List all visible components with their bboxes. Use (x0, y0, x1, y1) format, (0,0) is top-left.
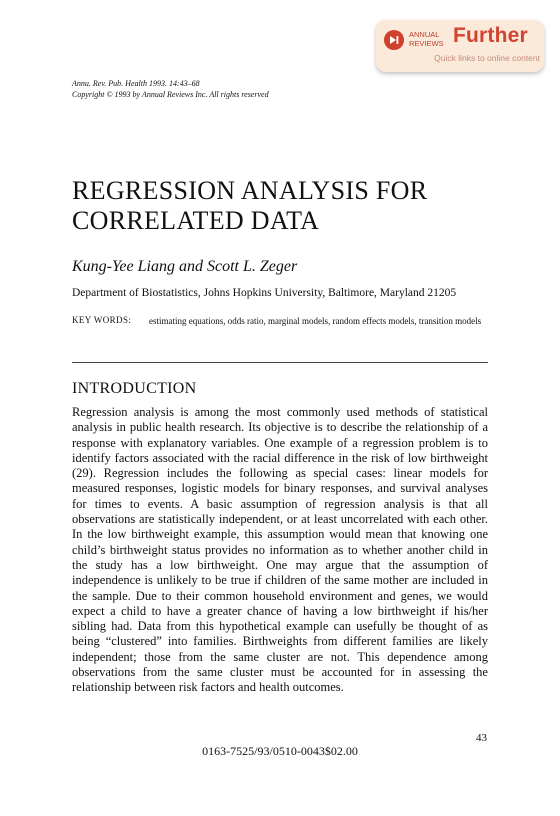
article-authors: Kung-Yee Liang and Scott L. Zeger (72, 258, 298, 275)
keywords-label: KEY WORDS: (72, 315, 132, 325)
article-title: REGRESSION ANALYSIS FOR CORRELATED DATA (72, 176, 428, 235)
quick-links-link[interactable]: Quick links to online content (434, 53, 540, 63)
section-divider (72, 362, 488, 363)
price-code: 0163-7525/93/0510-0043$02.00 (202, 744, 358, 758)
keywords-list: estimating equations, odds ratio, marginal models, random effects models, transition models (149, 316, 482, 326)
page-number: 43 (476, 732, 487, 744)
further-label: Further (453, 24, 528, 47)
section-heading: INTRODUCTION (72, 380, 197, 397)
annual-reviews-logo-icon (384, 30, 404, 50)
further-banner[interactable] (376, 20, 544, 72)
annual-reviews-label: ANNUAL REVIEWS (409, 30, 444, 48)
journal-citation (72, 78, 269, 100)
introduction-paragraph: Regression analysis is among the most commonly used methods of statistical analysis in public health research. Its objective is to describe the relationship of a response with explanatory variables. One example of a regression problem is to identify factors associated with the racial difference in the risk of low birthweight (29). Regression includes the following as special cases: linear models for measured responses, logistic models for binary responses, and survival analyses for times to events. A basic assumption of regression analysis is that all observations are statistically independent, or at least uncorrelated with each other. In the low birthweight example, this assumption would mean that knowing one child’s birthweight status provides no information as to whether another child in the study has a low birthweight. One may argue that the assumption of independence is unlikely to be true if children of the same mother are included in the sample. Due to their common household environment and genes, we would expect a child to have a greater chance of having a low birthweight if his/her sibling had. Data from this hypothetical example can usefully be thought of as being “clustered” into families. Birthweights from different families are likely independent; those from the same cluster are not. This dependence among observations from the same cluster must be accounted for in assessing the relationship between risk factors and health outcomes. (72, 405, 488, 695)
copyright-line: Copyright © 1993 by Annual Reviews Inc. All rights reserved (72, 90, 269, 99)
author-affiliation: Department of Biostatistics, Johns Hopkins University, Baltimore, Maryland 21205 (72, 287, 457, 299)
citation-line-1: Annu. Rev. Pub. Health 1993. 14:43–68 (72, 79, 200, 88)
